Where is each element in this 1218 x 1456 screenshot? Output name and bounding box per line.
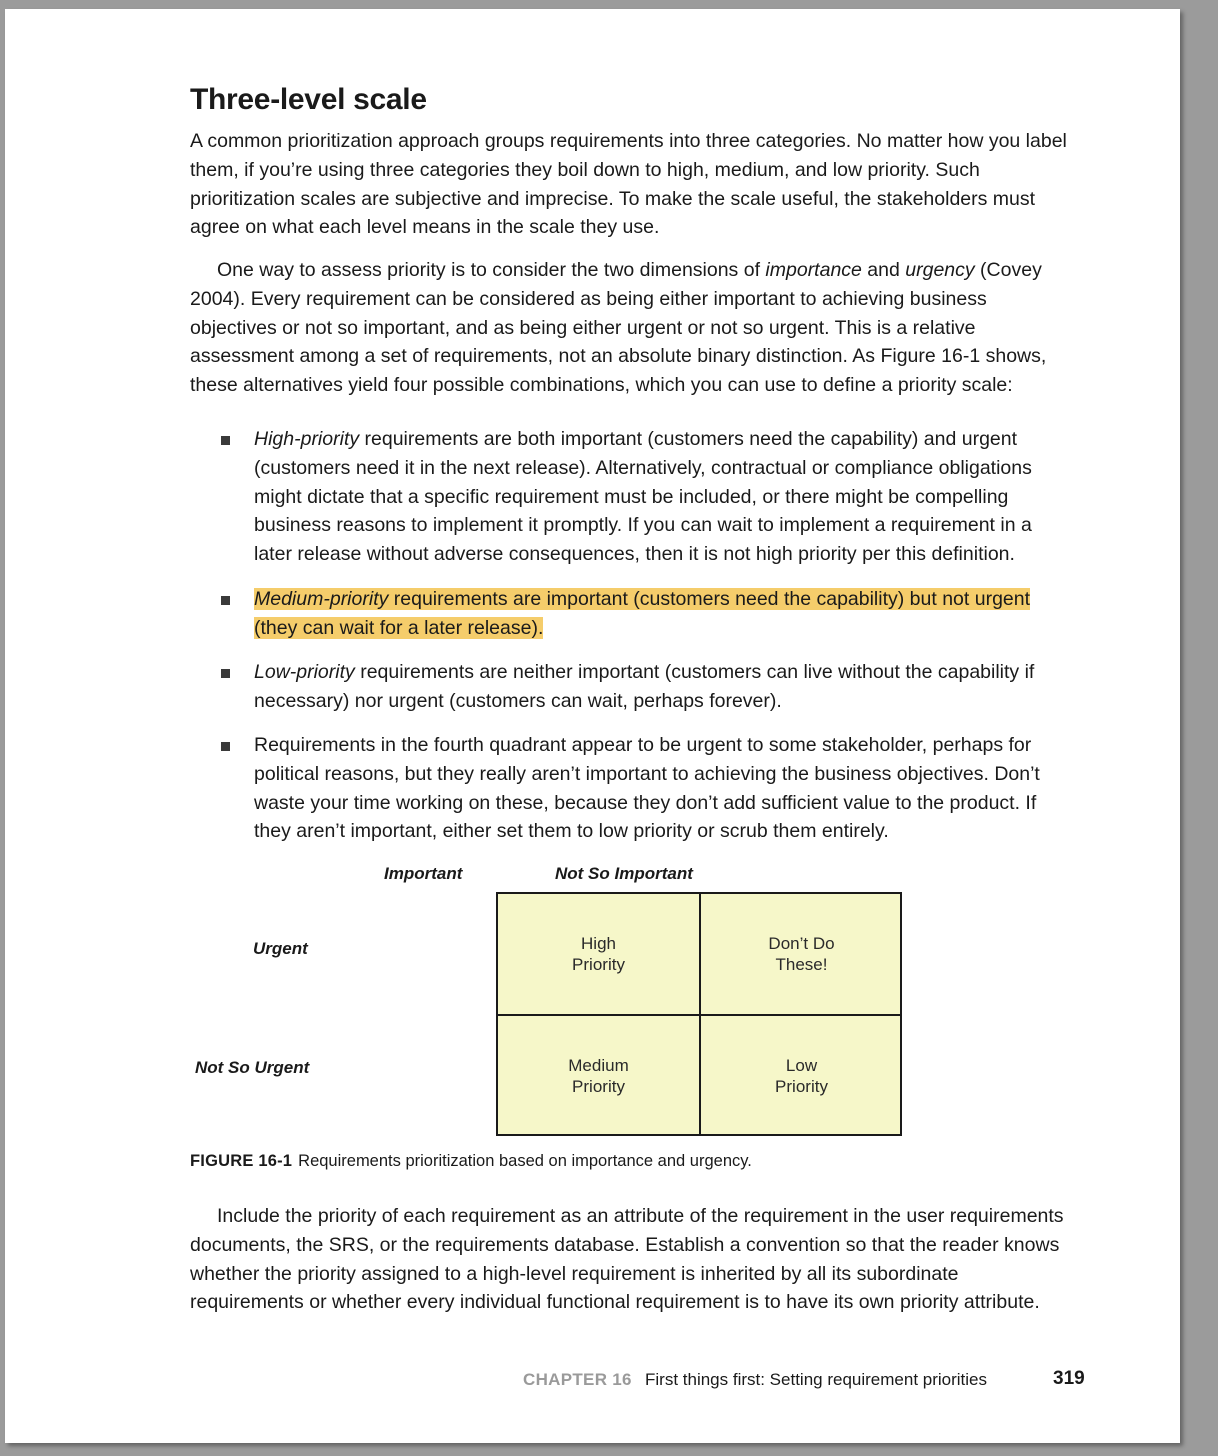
matrix-cell-medium-priority [498, 1016, 699, 1136]
paragraph-intro: A common prioritization approach groups requirements into three categories. No matter how you label them, if you’re using three categories they boil down to high, medium, and low priority. Such prioritization scales are subjective and imprecise. To make the scale useful, the stakeholders must agree on what each level means in the scale they use. [190, 130, 1067, 239]
list-item-body: requirements are both important (customers need the capability) and urgent (customers need it in the next release). Alternatively, contractual or compliance obligations might dictate that a specific requirement must be included, or there might be compelling business reasons to implement it promptly. If you can wait to implement a requirement in a later release without adverse consequences, then it is not high priority per this definition. [254, 428, 1032, 566]
bullet-square-icon [221, 596, 230, 605]
row-label-urgent: Urgent [253, 939, 308, 958]
matrix-cell-high-priority [498, 894, 699, 1014]
list-item-body: requirements are neither important (customers can live without the capability if necessary) nor urgent (customers can wait, perhaps forever). [254, 661, 1035, 712]
document-page [5, 9, 1180, 1443]
column-label-not-so-important: Not So Important [555, 864, 693, 883]
emphasis-importance: importance [765, 259, 862, 281]
cell-line: Don’t Do [768, 934, 835, 953]
paragraph-text: and [861, 259, 906, 281]
figure-number: FIGURE 16-1 [190, 1152, 293, 1170]
cell-line: Priority [572, 955, 625, 974]
cell-line: Priority [572, 1077, 625, 1096]
matrix-divider-horizontal [498, 1014, 900, 1016]
list-item-text [254, 585, 1072, 643]
footer-chapter: CHAPTER 16 [523, 1370, 632, 1389]
cell-line: Priority [775, 1077, 828, 1096]
figure-caption-text: Requirements prioritization based on importance and urgency. [298, 1152, 752, 1170]
list-item-text [254, 731, 1072, 846]
list-item-text [254, 425, 1072, 569]
text-highlight[interactable] [254, 588, 1030, 639]
cell-line: High [581, 934, 616, 953]
matrix-cell-dont-do [701, 894, 902, 1014]
emphasis-urgency: urgency [905, 259, 975, 281]
paragraph-convention: Include the priority of each requirement as an attribute of the requirement in the user requirements documents, the SRS, or the requirements database. Establish a convention so that the reader knows whether the priority assigned to a high-level requirement is inherited by all its subordinate requirements or whether every individual functional requirement is to have its own priority attribute. [190, 1205, 1064, 1314]
section-heading: Three-level scale [190, 83, 427, 116]
priority-matrix [496, 892, 902, 1136]
column-label-important: Important [384, 864, 463, 883]
paragraph-text: (Covey 2004). Every requirement can be considered as being either important to achieving business objectives or not so important, and as being either urgent or not so urgent. This is a relative assessment among a set of requirements, not an absolute binary distinction. As Figure 16-1 shows, these alternatives yield four possible combinations, which you can use to define a priority scale: [190, 259, 1047, 397]
row-label-not-so-urgent: Not So Urgent [195, 1058, 310, 1077]
list-item-body: requirements are important (customers need the capability) but not urgent (they can wait for a later release). [254, 588, 1031, 639]
page-number: 319 [1053, 1368, 1085, 1389]
matrix-cell-low-priority [701, 1016, 902, 1136]
bullet-square-icon [221, 742, 230, 751]
list-item-text [254, 658, 1072, 716]
list-item-body: Requirements in the fourth quadrant appear to be urgent to some stakeholder, perhaps for political reasons, but they really aren’t important to achieving the business objectives. Don’t waste your time working on these, because they don’t add sufficient value to the product. If they aren’t important, either set them to low priority or scrub them entirely. [254, 734, 1040, 843]
list-item-term: Medium-priority [254, 588, 389, 610]
paragraph-text: One way to assess priority is to consider the two dimensions of [217, 259, 766, 281]
bullet-square-icon [221, 669, 230, 678]
list-item-term: High-priority [254, 428, 360, 450]
figure-caption [190, 1152, 752, 1171]
list-item-term: Low-priority [254, 661, 355, 683]
cell-line: Low [785, 1056, 818, 1075]
bullet-square-icon [221, 436, 230, 445]
cell-line: These! [775, 955, 828, 974]
cell-line: Medium [568, 1056, 629, 1075]
footer-chapter-title: First things first: Setting requirement priorities [645, 1370, 988, 1389]
paragraph-dimensions [190, 256, 1070, 400]
